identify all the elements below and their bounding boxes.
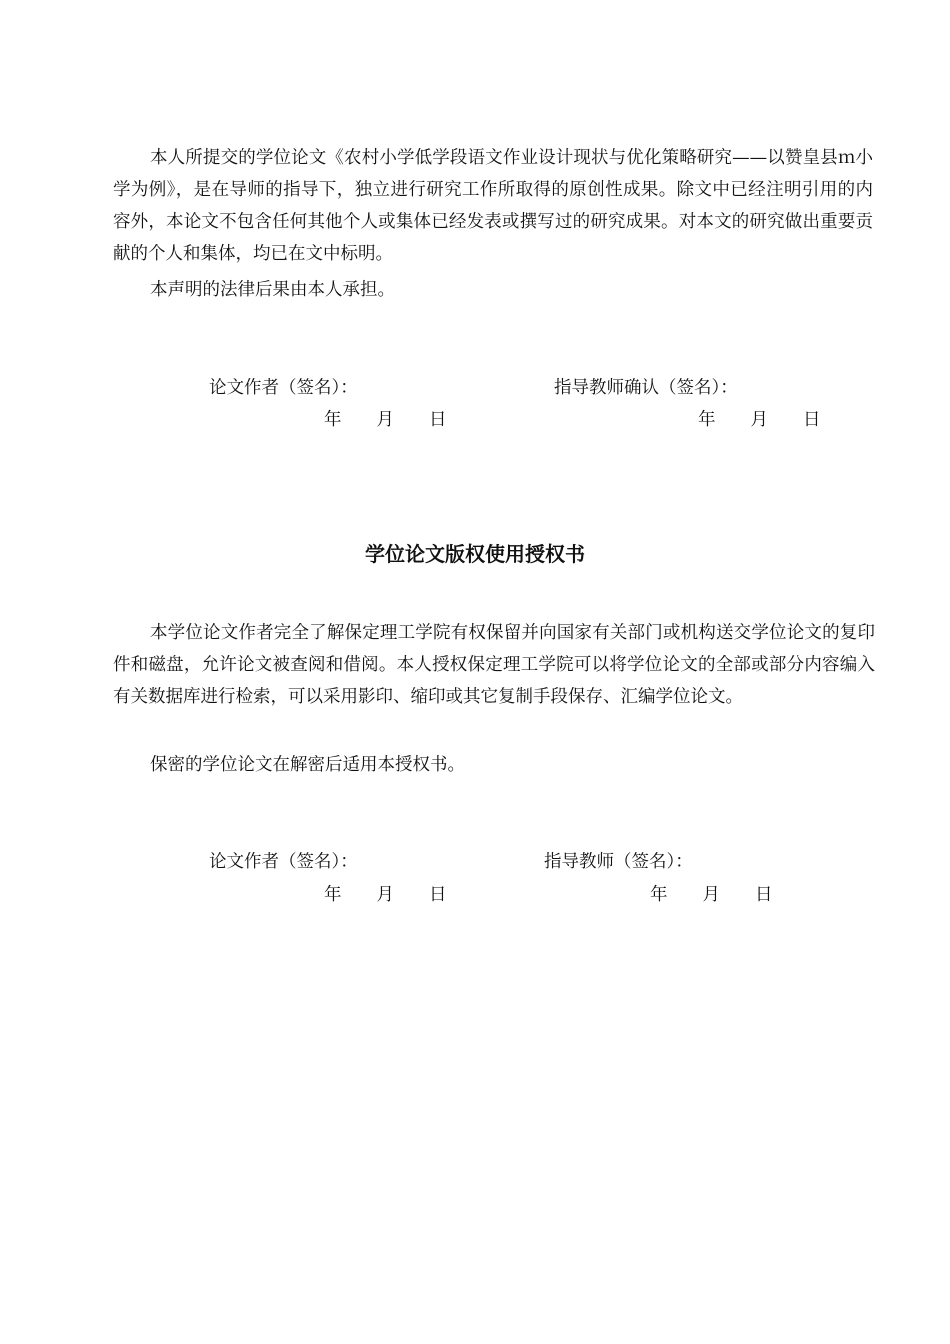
- confidential-paragraph: 保密的学位论文在解密后适用本授权书。: [150, 755, 465, 775]
- author-signature-label-2: 论文作者（签名）：: [209, 852, 358, 872]
- author-date: 年 月 日: [324, 410, 447, 430]
- declaration-paragraph: 本人所提交的学位论文《农村小学低学段语文作业设计现状与优化策略研究——以赞皇县ｍ小学为例》，是在导师的指导下，独立进行研究工作所取得的原创性成果。除文中已经注明引用的内容外，本论文不包含任何其他个人或集体已经发表或撰写过的研究成果。对本文的研究做出重要贡献的个人和集体，均已在文中标明。: [113, 148, 873, 264]
- advisor-date-2: 年 月 日: [650, 885, 773, 905]
- advisor-signature-label: 指导教师（签名）：: [544, 852, 693, 872]
- authorization-paragraph: 本学位论文作者完全了解保定理工学院有权保留并向国家有关部门或机构送交学位论文的复印件和磁盘，允许论文被查阅和借阅。本人授权保定理工学院可以将学位论文的全部或部分内容编入有关数据库进行检索，可以采用影印、缩印或其它复制手段保存、汇编学位论文。: [113, 623, 875, 707]
- authorization-title: 学位论文版权使用授权书: [365, 542, 585, 566]
- advisor-confirm-signature-label: 指导教师确认（签名）：: [554, 378, 738, 398]
- author-signature-label: 论文作者（签名）：: [209, 378, 358, 398]
- legal-consequence-paragraph: 本声明的法律后果由本人承担。: [150, 280, 395, 300]
- advisor-date: 年 月 日: [698, 410, 821, 430]
- author-date-2: 年 月 日: [324, 885, 447, 905]
